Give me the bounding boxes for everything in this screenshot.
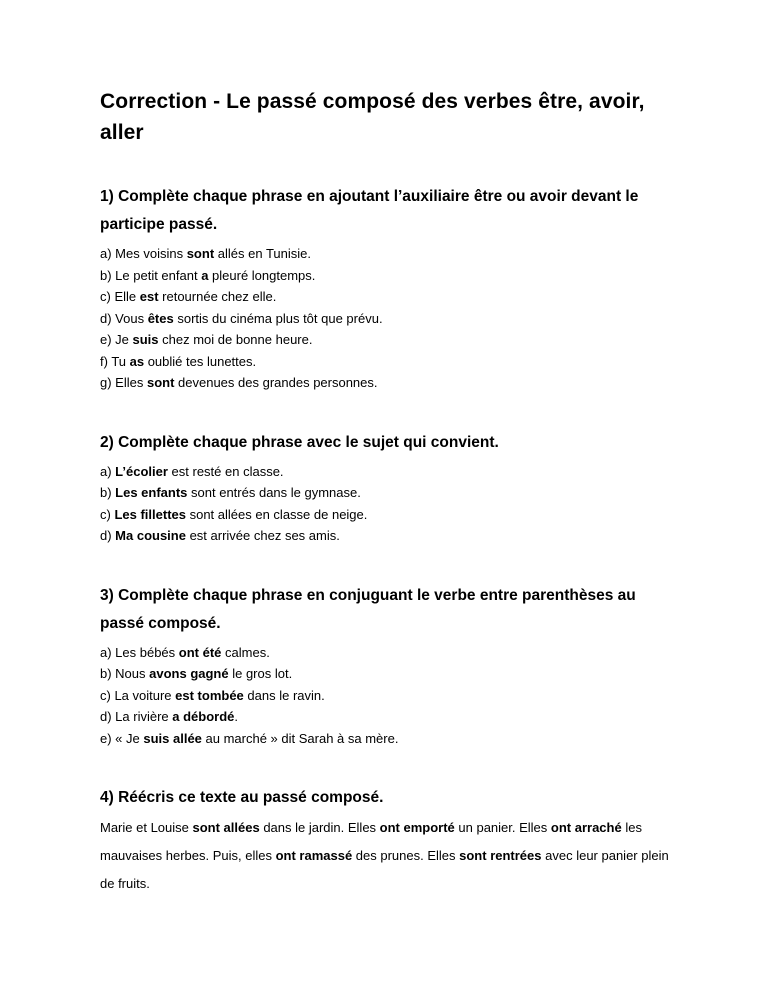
exercise-item xyxy=(100,351,670,373)
text-run: dans le ravin. xyxy=(243,687,325,703)
answer-bold-run: ont été xyxy=(178,644,222,660)
answer-bold-run: sont rentrées xyxy=(459,848,542,863)
text-run: a) Les bébés xyxy=(100,644,179,660)
text-run: c) Elle xyxy=(100,289,140,304)
text-run: b) Nous xyxy=(100,666,150,681)
text-run: est resté en classe. xyxy=(167,463,284,479)
exercise-item xyxy=(100,504,670,526)
answer-bold-run: Ma cousine xyxy=(115,528,186,543)
text-run: pleuré longtemps. xyxy=(208,267,316,283)
text-run: . xyxy=(234,709,238,724)
text-run: b) xyxy=(100,485,116,500)
sections-container xyxy=(100,183,670,898)
text-run: e) « Je xyxy=(100,730,144,746)
text-run: sont entrés dans le gymnase. xyxy=(187,485,361,500)
text-run: allés en Tunisie. xyxy=(214,246,311,261)
answer-bold-run: a débordé xyxy=(172,709,235,724)
section-heading: 3) Complète chaque phrase en conjuguant le verbe entre parenthèses au passé composé. xyxy=(100,586,636,632)
answer-bold-run: suis xyxy=(132,332,159,347)
text-run: chez moi de bonne heure. xyxy=(158,332,313,347)
answer-bold-run: ont arraché xyxy=(550,820,622,835)
text-run: sont allées en classe de neige. xyxy=(185,506,368,522)
text-run: avec leur panier plein de fruits. xyxy=(100,848,669,891)
exercise-item xyxy=(100,308,670,330)
exercise-items xyxy=(100,461,670,547)
text-run: le gros lot. xyxy=(228,666,293,681)
exercise-item xyxy=(100,685,670,707)
exercise-section-3 xyxy=(100,582,670,750)
exercise-items xyxy=(100,642,670,750)
text-run: retournée chez elle. xyxy=(158,289,277,304)
text-run: les mauvaises herbes. Puis, elles xyxy=(100,820,642,863)
exercise-items xyxy=(100,243,670,394)
exercise-item xyxy=(100,642,670,664)
exercise-section-4 xyxy=(100,784,670,898)
text-run: d) La rivière xyxy=(100,709,173,724)
text-run: g) Elles xyxy=(100,375,147,390)
answer-bold-run: as xyxy=(129,353,145,369)
text-run: d) xyxy=(100,528,116,543)
answer-bold-run: Les enfants xyxy=(115,485,188,500)
text-run: e) Je xyxy=(100,332,133,347)
text-run: d) Vous xyxy=(100,310,148,326)
exercise-section-1 xyxy=(100,183,670,394)
answer-bold-run: sont xyxy=(146,375,175,390)
exercise-item xyxy=(100,728,670,750)
answer-bold-run: ont emporté xyxy=(379,820,455,835)
answer-bold-run: suis allée xyxy=(143,730,202,746)
answer-bold-run: est tombée xyxy=(175,687,244,703)
text-run: dans le jardin. Elles xyxy=(259,820,380,835)
answer-bold-run: est xyxy=(139,289,159,304)
answer-bold-run: sont xyxy=(186,246,215,261)
text-run: au marché » dit Sarah à sa mère. xyxy=(201,730,399,746)
answer-bold-run: avons gagné xyxy=(149,666,229,681)
text-run: b) Le petit enfant xyxy=(100,267,202,283)
text-run: c) xyxy=(100,506,115,522)
exercise-item xyxy=(100,525,670,547)
answer-bold-run: a xyxy=(201,267,209,283)
exercise-item xyxy=(100,372,670,394)
section-heading: 1) Complète chaque phrase en ajoutant l’auxiliaire être ou avoir devant le participe passé. xyxy=(100,188,639,233)
answer-bold-run: L’écolier xyxy=(115,463,168,479)
exercise-paragraph xyxy=(100,814,670,898)
text-run: a) xyxy=(100,463,116,479)
text-run: c) La voiture xyxy=(100,687,176,703)
text-run: a) Mes voisins xyxy=(100,246,187,261)
exercise-item xyxy=(100,265,670,287)
answer-bold-run: Les fillettes xyxy=(114,506,186,522)
text-run: sortis du cinéma plus tôt que prévu. xyxy=(173,310,383,326)
answer-bold-run: ont ramassé xyxy=(275,848,353,863)
section-heading: 4) Réécris ce texte au passé composé. xyxy=(100,789,384,806)
exercise-item xyxy=(100,286,670,308)
exercise-section-2 xyxy=(100,429,670,547)
text-run: est arrivée chez ses amis. xyxy=(185,528,340,543)
text-run: oublié tes lunettes. xyxy=(144,353,257,369)
exercise-item xyxy=(100,706,670,728)
exercise-item xyxy=(100,329,670,351)
text-run: f) Tu xyxy=(100,353,130,369)
exercise-item xyxy=(100,482,670,504)
text-run: devenues des grandes personnes. xyxy=(174,375,378,390)
answer-bold-run: êtes xyxy=(147,310,174,326)
text-run: calmes. xyxy=(221,644,270,660)
text-run: un panier. Elles xyxy=(454,820,551,835)
text-run: Marie et Louise xyxy=(100,820,193,835)
exercise-item xyxy=(100,461,670,483)
section-heading: 2) Complète chaque phrase avec le sujet qui convient. xyxy=(100,433,499,451)
exercise-item xyxy=(100,243,670,265)
answer-bold-run: sont allées xyxy=(192,820,260,835)
exercise-item xyxy=(100,663,670,685)
text-run: des prunes. Elles xyxy=(352,848,460,863)
document-title: Correction - Le passé composé des verbes être, avoir, aller xyxy=(100,90,645,144)
